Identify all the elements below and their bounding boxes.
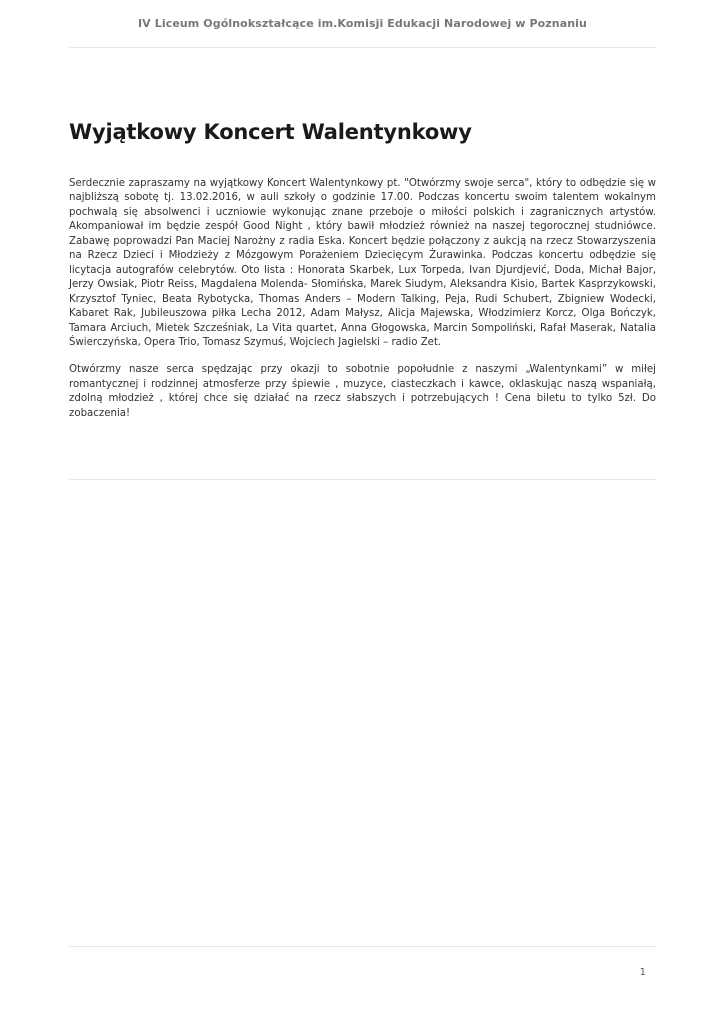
header-divider	[69, 47, 656, 48]
article-title: Wyjątkowy Koncert Walentynkowy	[69, 120, 472, 144]
article-paragraph-2: Otwórzmy nasze serca spędzając przy okazji to sobotnie popołudnie z naszymi „Walentynkami” w miłej romantycznej i rodzinnej atmosferze przy śpiewie , muzyce, ciasteczkach i kawce, oklaskując naszą wspaniałą, zdolną młodzież , której chce się działać na rzecz słabszych i potrzebujących ! Cena biletu to tylko 5zł. Do zobaczenia!	[69, 364, 656, 419]
footer-divider	[69, 946, 656, 947]
school-name-header: IV Liceum Ogólnokształcące im.Komisji Edukacji Narodowej w Poznaniu	[137, 17, 587, 30]
content-divider	[69, 479, 656, 480]
article-body	[69, 177, 656, 434]
article-paragraph-1: Serdecznie zapraszamy na wyjątkowy Koncert Walentynkowy pt. "Otwórzmy swoje serca", który to odbędzie się w najbliższą sobotę tj. 13.02.2016, w auli szkoły o godzinie 17.00. Podczas koncertu swoim talentem wokalnym pochwalą się absolwenci i uczniowie wykonując znane przeboje o miłości polskich i zagranicznych artystów. Akompaniował im będzie zespół Good Night , który bawił młodzież również na naszej tegorocznej studniówce. Zabawę poprowadzi Pan Maciej Narożny z radia Eska. Koncert będzie połączony z aukcją na rzecz Stowarzyszenia na Rzecz Dzieci i Młodzieży z Mózgowym Porażeniem Dziecięcym Żurawinka. Podczas koncertu odbędzie się licytacja autografów celebrytów. Oto lista : Honorata Skarbek, Lux Torpeda, Ivan Djurdjević, Doda, Michał Bajor, Jerzy Owsiak, Piotr Reiss, Magdalena Molenda- Słomińska, Marek Siudym, Aleksandra Kisio, Bartek Kasprzykowski, Krzysztof Tyniec, Beata Rybotycka, Thomas Anders – Modern Talking, Peja, Rudi Schubert, Zbigniew Wodecki, Kabaret Rak, Jubileuszowa piłka Lecha 2012, Adam Małysz, Alicja Majewska, Włodzimierz Korcz, Olga Bończyk, Tamara Arciuch, Mietek Szcześniak, La Vita quartet, Anna Głogowska, Marcin Sompoliński, Rafał Maserak, Natalia Świerczyńska, Opera Trio, Tomasz Szymuś, Wojciech Jagielski – radio Zet.	[69, 178, 656, 348]
page-number: 1	[639, 967, 646, 978]
